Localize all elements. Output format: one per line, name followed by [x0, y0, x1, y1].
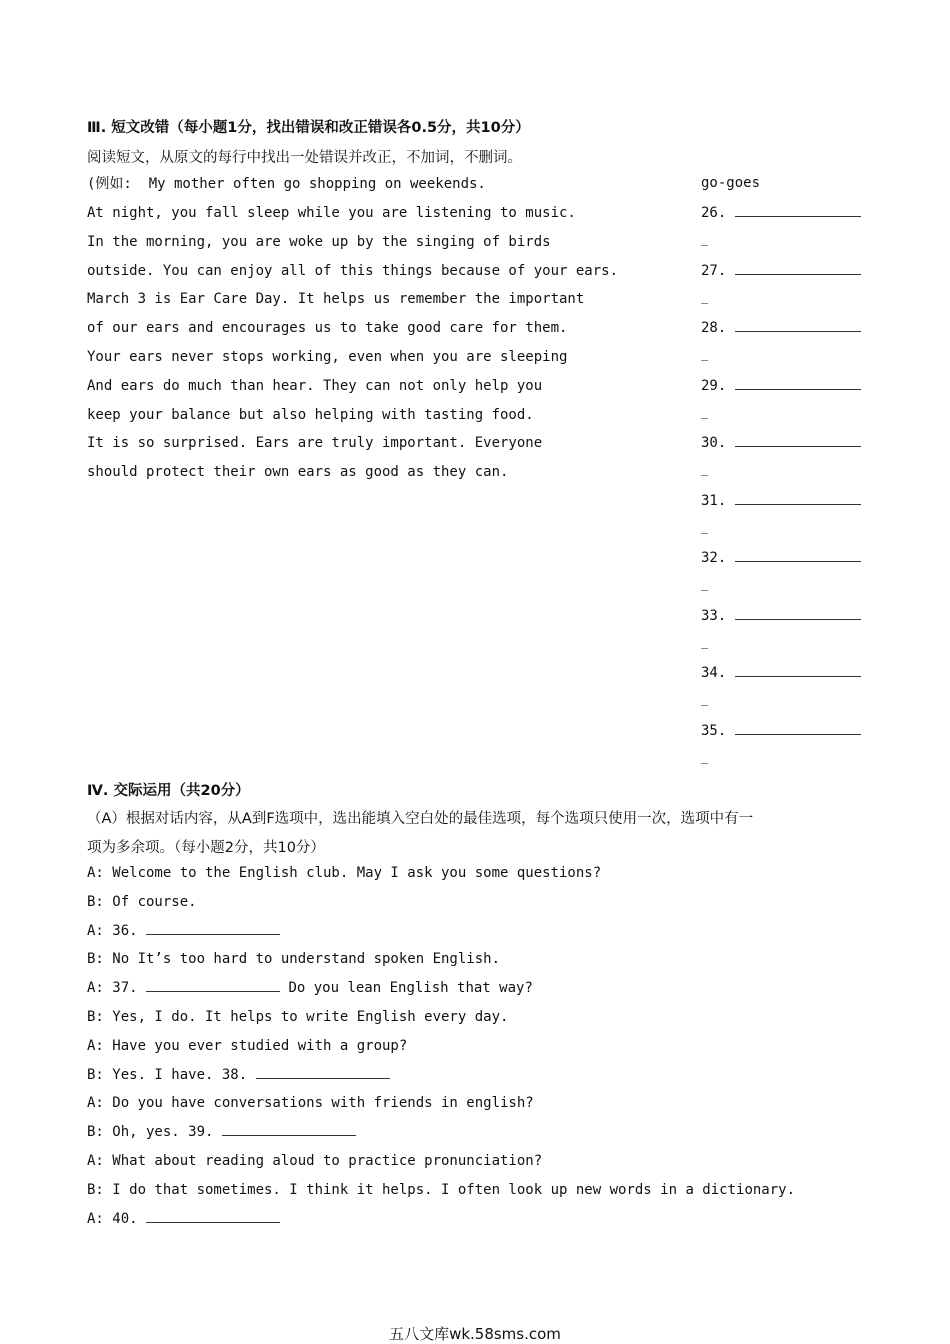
dialogue-line — [87, 1094, 534, 1112]
dialogue-line — [87, 979, 533, 997]
answer-number: 34. — [701, 665, 727, 681]
answer-row — [701, 607, 861, 624]
passage-line: It is so surprised. Ears are truly important. Everyone — [87, 435, 543, 452]
dialogue-text: A: Do you have conversations with friends in english? — [87, 1095, 534, 1112]
dialogue-line — [87, 950, 500, 968]
answer-number: 29. — [701, 377, 727, 394]
dialogue-line — [87, 1037, 407, 1055]
dialogue-line — [87, 893, 197, 911]
answer-row — [701, 722, 861, 739]
answer-number: 30. — [701, 435, 727, 451]
answer-number: 28. — [701, 320, 727, 336]
dialogue-blank[interactable] — [146, 1210, 280, 1223]
answer-tail: _ — [701, 462, 709, 476]
section4-instruction-line1: （A）根据对话内容，从A到F选项中，选出能填入空白处的最佳选项，每个选项只使用一次，选项中有一 — [87, 811, 754, 827]
passage-line: March 3 is Ear Care Day. It helps us remember the important — [87, 291, 585, 308]
answer-row — [701, 434, 861, 451]
passage-line: should protect their own ears as good as they can. — [87, 464, 509, 481]
answer-number: 31. — [701, 492, 727, 509]
dialogue-text: A: Have you ever studied with a group? — [87, 1037, 408, 1054]
section3-instruction: 阅读短文，从原文的每行中找出一处错误并改正，不加词，不删词。 — [87, 150, 522, 166]
answer-number: 27. — [701, 262, 727, 279]
dialogue-line — [87, 1152, 542, 1170]
dialogue-text: B: Oh, yes. 39. — [87, 1124, 222, 1141]
answer-row — [701, 319, 861, 336]
dialogue-line — [87, 1210, 280, 1228]
answer-tail: _ — [701, 692, 709, 706]
answer-blank[interactable] — [735, 664, 861, 677]
answer-tail: _ — [701, 232, 709, 246]
answer-blank[interactable] — [735, 549, 861, 562]
answer-row — [701, 204, 861, 221]
passage-line: Your ears never stops working, even when you are sleeping — [87, 349, 568, 365]
answer-blank[interactable] — [735, 722, 861, 735]
example-line: (例如: My mother often go shopping on weekends. — [87, 176, 486, 192]
answer-tail: _ — [701, 404, 709, 419]
answer-number: 35. — [701, 722, 727, 739]
passage-line: keep your balance but also helping with tasting food. — [87, 406, 534, 423]
footer-watermark: 五八文库wk.58sms.com — [389, 1325, 561, 1343]
section4-instruction-line2: 项为多余项。（每小题2分，共10分） — [87, 840, 325, 856]
answer-number: 26. — [701, 205, 727, 221]
answer-row — [701, 664, 861, 681]
dialogue-line — [87, 922, 280, 940]
answer-blank[interactable] — [735, 492, 861, 505]
section3-heading: Ⅲ. 短文改错（每小题1分，找出错误和改正错误各0.5分，共10分） — [87, 120, 530, 136]
dialogue-line — [87, 864, 601, 882]
passage-line: of our ears and encourages us to take good care for them. — [87, 320, 568, 337]
answer-blank[interactable] — [735, 377, 861, 390]
passage-line: And ears do much than hear. They can not only help you — [87, 377, 543, 394]
section4-heading: Ⅳ. 交际运用（共20分） — [87, 783, 250, 799]
answer-row — [701, 262, 861, 279]
answer-tail: _ — [701, 347, 709, 361]
example-answer: go-goes — [701, 175, 761, 191]
dialogue-blank[interactable] — [146, 922, 280, 935]
dialogue-line — [87, 1123, 356, 1141]
dialogue-line — [87, 1066, 390, 1084]
dialogue-text: B: I do that sometimes. I think it helps. I often look up new words in a dictionary. — [87, 1181, 796, 1198]
dialogue-blank[interactable] — [222, 1123, 356, 1136]
passage-line: In the morning, you are woke up by the singing of birds — [87, 233, 551, 250]
dialogue-text: B: Of course. — [87, 893, 197, 910]
answer-blank[interactable] — [735, 262, 861, 275]
dialogue-text-after: Do you lean English that way? — [280, 980, 533, 997]
answer-row — [701, 549, 861, 566]
answer-number: 32. — [701, 550, 727, 566]
answer-blank[interactable] — [735, 434, 861, 447]
dialogue-text: B: Yes. I have. 38. — [87, 1066, 256, 1083]
dialogue-text: B: Yes, I do. It helps to write English every day. — [87, 1009, 509, 1025]
dialogue-line — [87, 1008, 508, 1026]
answer-tail: _ — [701, 289, 709, 304]
dialogue-text: A: 37. — [87, 980, 147, 997]
answer-row — [701, 377, 861, 394]
answer-tail: _ — [701, 519, 709, 534]
answer-blank[interactable] — [735, 319, 861, 332]
answer-tail: _ — [701, 634, 709, 649]
dialogue-blank[interactable] — [256, 1066, 390, 1079]
dialogue-text: A: 36. — [87, 922, 147, 939]
answer-tail: _ — [701, 577, 709, 591]
passage-line: At night, you fall sleep while you are listening to music. — [87, 205, 576, 221]
passage-line: outside. You can enjoy all of this things because of your ears. — [87, 262, 619, 279]
answer-blank[interactable] — [735, 204, 861, 217]
answer-row — [701, 492, 861, 509]
dialogue-blank[interactable] — [146, 979, 280, 992]
answer-tail: _ — [701, 749, 709, 764]
dialogue-text: A: What about reading aloud to practice pronunciation? — [87, 1153, 543, 1169]
answer-number: 33. — [701, 607, 727, 624]
dialogue-text: A: 40. — [87, 1210, 147, 1227]
answer-blank[interactable] — [735, 607, 861, 620]
dialogue-text: B: No It’s too hard to understand spoken English. — [87, 951, 501, 968]
dialogue-line — [87, 1181, 795, 1199]
dialogue-text: A: Welcome to the English club. May I ask you some questions? — [87, 865, 602, 881]
